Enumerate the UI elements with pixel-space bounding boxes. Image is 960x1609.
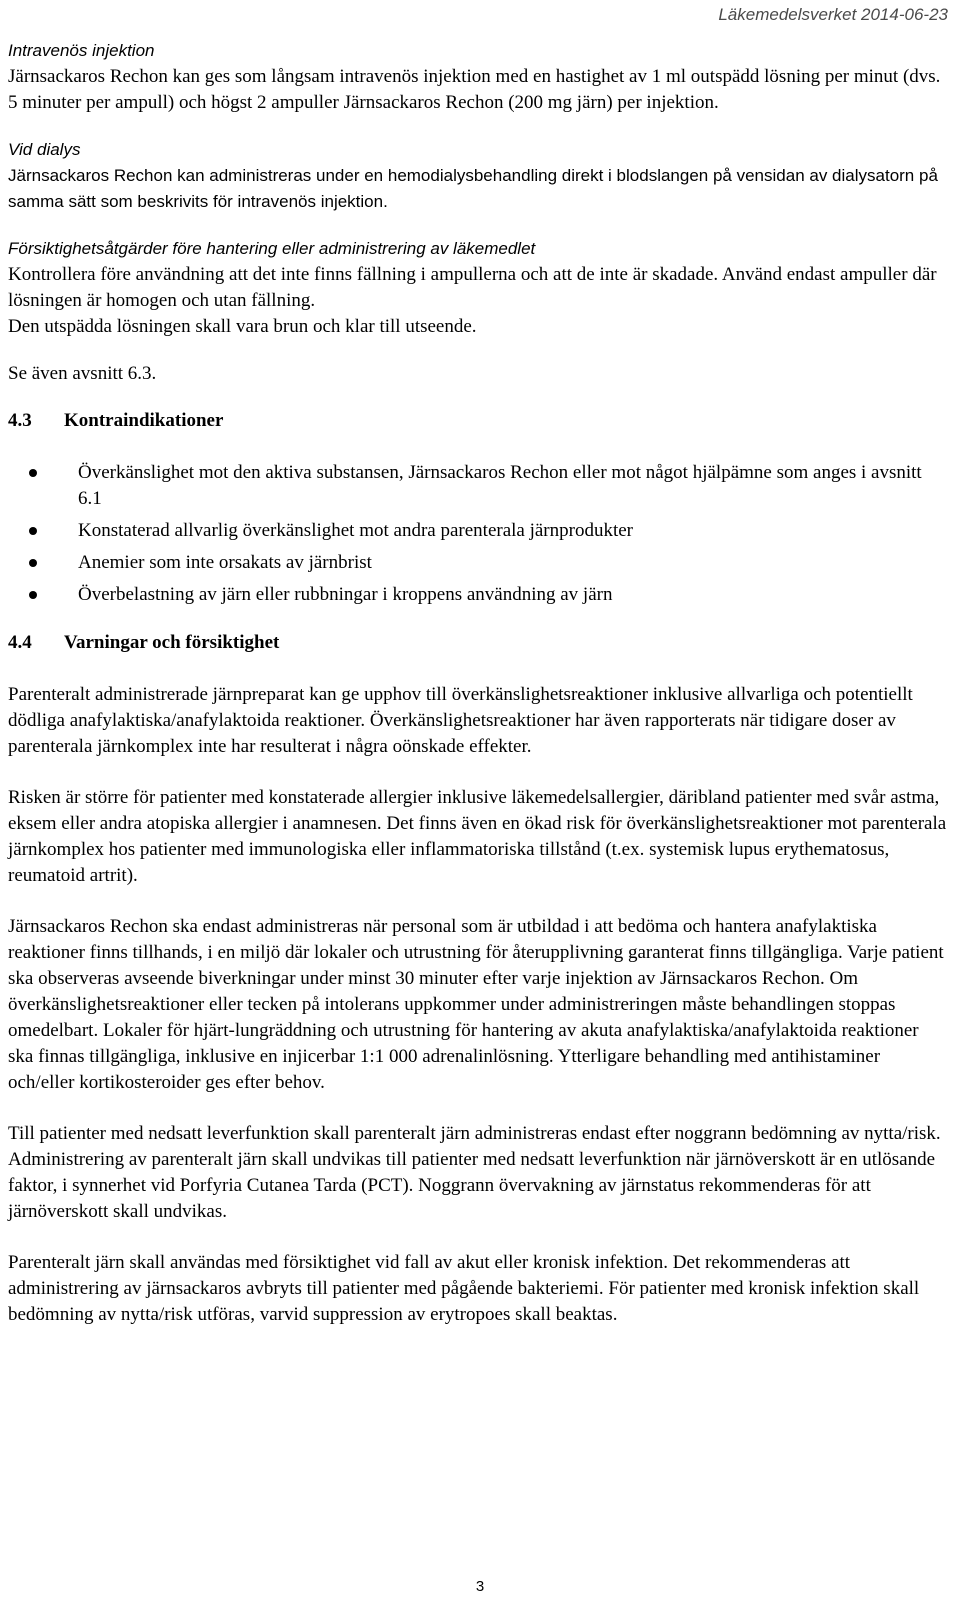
page-content [8,38,948,1353]
list-item [8,582,948,608]
warnings-number: 4.4 [8,632,32,653]
iv-body: Järnsackaros Rechon kan ges som långsam intravenös injektion med en hastighet av 1 ml outspädd lösning per minut (dvs. 5 minuter per ampull) och högst 2 ampuller Järnsackaros Rechon (200 mg järn) per injektion. [8,66,941,113]
warnings-paragraph-5: Parenteralt järn skall användas med försiktighet vid fall av akut eller kronisk infektion. Det rekommenderas att administrering av järnsackaros avbryts till patienter med pågående bakteriemi. För patienter med kronisk infektion skall bedömning av nytta/risk utföras, varvid suppression av erytropoes skall beaktas. [8,1252,920,1325]
precautions-line2: Den utspädda lösningen skall vara brun och klar till utseende. [8,316,477,337]
iv-title: Intravenös injektion [8,41,155,60]
bullet-icon [29,591,37,599]
section-dialysis [8,137,948,215]
contraindications-heading [8,408,948,434]
list-item [8,518,948,544]
warnings-heading [8,630,948,656]
precautions-title: Försiktighetsåtgärder före hantering eller administrering av läkemedlet [8,239,536,258]
contraindications-list [8,460,948,608]
warnings-paragraph-3: Järnsackaros Rechon ska endast administreras när personal som är utbildad i att bedöma och hantera anafylaktiska reaktioner finns tillhands, i en miljö där lokaler och utrustning för återupplivning garanterat finns tillgängliga. Varje patient ska observeras avseende biverkningar under minst 30 minuter efter varje injektion av Järnsackaros Rechon. Om överkänslighetsreaktioner eller tecken på intolerans uppkommer under administreringen måste behandlingen stoppas omedelbart. Lokaler för hjärt-lungräddning och utrustning för hantering av akuta anafylaktiska/anafylaktoida reaktioner ska finnas tillgängliga, inklusive en injicerbar 1:1 000 adrenalinlösning. Ytterligare behandling med antihistaminer och/eller kortikosteroider ges efter behov. [8,916,944,1093]
warnings-paragraph-4: Till patienter med nedsatt leverfunktion skall parenteralt järn administreras endast efter noggrann bedömning av nytta/risk. Administrering av parenteralt järn skall undvikas till patienter med nedsatt leverfunktion när järnöverskott är en utlösande faktor, i synnerhet vid Porfyria Cutanea Tarda (PCT). Noggrann övervakning av järnstatus rekommenderas för att järnöverskott skall undvikas. [8,1123,941,1222]
warnings-paragraph-2: Risken är större för patienter med konstaterade allergier inklusive läkemedelsallergier, däribland patienter med svår astma, eksem eller andra atopiska allergier i anamnesen. Det finns även en ökad risk för överkänslighetsreaktioner mot parenterala järnkomplex hos patienter med immunologiska eller inflammatoriska tillstånd (t.ex. systemisk lupus erythematosus, reumatoid artrit). [8,787,947,886]
precautions-line1: Kontrollera före användning att det inte finns fällning i ampullerna och att de inte är skadade. Använd endast ampuller där lösningen är homogen och utan fällning. [8,264,937,311]
page-number: 3 [475,1578,485,1595]
bullet-icon [29,559,37,567]
dialysis-body: Järnsackaros Rechon kan administreras under en hemodialysbehandling direkt i blodslangen på vensidan av dialysatorn på samma sätt som beskrivits för intravenös injektion. [8,166,938,211]
warnings-paragraph-1: Parenteralt administrerade järnpreparat kan ge upphov till överkänslighetsreaktioner inklusive allvarliga och potentiellt dödliga anafylaktiska/anafylaktoida reaktioner. Överkänslighetsreaktioner har även rapporterats när tidigare doser av parenterala järnkomplex inte har resulterat i några oönskade effekter. [8,684,913,757]
see-also [8,361,948,387]
contraindications-title: Kontraindikationer [64,410,224,431]
list-item [8,460,948,512]
list-item [8,550,948,576]
bullet-icon [29,469,37,477]
list-item-text: Konstaterad allvarlig överkänslighet mot andra parenterala järnprodukter [78,520,633,541]
section-iv [8,38,948,116]
list-item-text: Överbelastning av järn eller rubbningar i kroppens användning av järn [78,584,613,605]
see-also-text: Se även avsnitt 6.3. [8,363,157,384]
warnings-title: Varningar och försiktighet [64,632,280,653]
dialysis-title: Vid dialys [8,140,81,159]
page-header: Läkemedelsverket 2014-06-23 [718,5,948,24]
list-item-text: Anemier som inte orsakats av järnbrist [78,552,372,573]
contraindications-number: 4.3 [8,410,32,431]
section-precautions [8,236,948,340]
list-item-text: Överkänslighet mot den aktiva substansen, Järnsackaros Rechon eller mot något hjälpämne som anges i avsnitt 6.1 [78,462,922,509]
bullet-icon [29,527,37,535]
